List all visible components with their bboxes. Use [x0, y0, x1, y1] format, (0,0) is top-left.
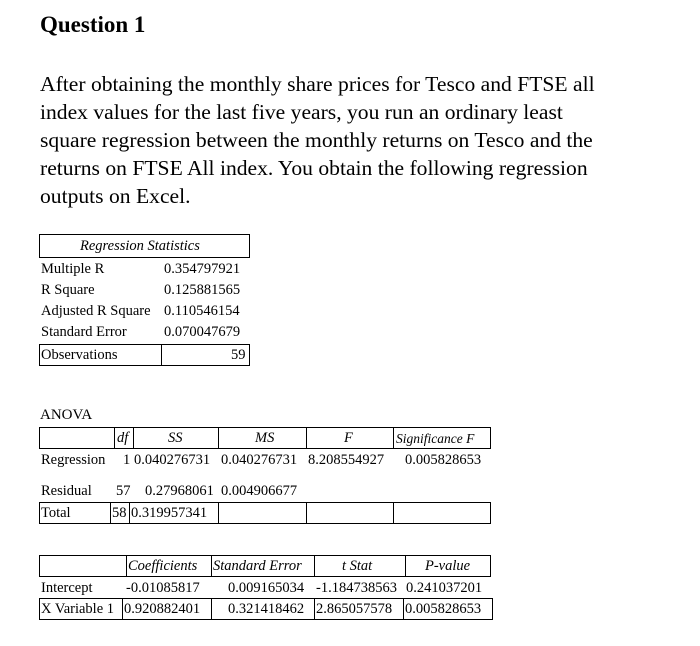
anova-header-significance-f: Significance F	[396, 431, 475, 446]
anova-total-label: Total	[41, 505, 71, 521]
anova-total-divider	[110, 502, 111, 524]
anova-regression-f: 8.208554927	[308, 452, 385, 468]
stat-label-observations: Observations	[41, 347, 118, 363]
coef-x-variable-t-stat: 2.865057578	[316, 601, 393, 617]
coef-intercept-t-stat: -1.184738563	[316, 580, 397, 596]
stat-value-standard-error: 0.070047679	[164, 324, 241, 340]
paragraph-line: index values for the last five years, you run an ordinary least	[40, 100, 563, 124]
question-heading: Question 1	[40, 12, 146, 37]
anova-total-row-box	[39, 502, 491, 524]
anova-title: ANOVA	[40, 407, 93, 423]
anova-regression-label: Regression	[41, 452, 106, 468]
anova-regression-ms: 0.040276731	[221, 452, 298, 468]
coefficients-header-divider	[211, 555, 212, 577]
coef-header-t-stat: t Stat	[342, 558, 373, 574]
stat-value-observations: 59	[231, 347, 246, 363]
coef-header-coefficients: Coefficients	[128, 558, 198, 574]
question-paragraph	[40, 70, 680, 210]
anova-total-divider	[129, 502, 130, 524]
anova-header-divider	[133, 427, 134, 449]
coef-x-variable-standard-error: 0.321418462	[228, 601, 305, 617]
anova-header-divider	[306, 427, 307, 449]
anova-total-divider	[218, 502, 219, 524]
coef-header-standard-error: Standard Error	[213, 558, 302, 574]
anova-residual-ss: 0.27968061	[145, 483, 214, 499]
coefficients-header-divider	[126, 555, 127, 577]
stat-value-r-square: 0.125881565	[164, 282, 241, 298]
anova-total-ss: 0.319957341	[131, 505, 208, 521]
anova-header-divider	[114, 427, 115, 449]
anova-total-divider	[306, 502, 307, 524]
anova-residual-label: Residual	[41, 483, 92, 499]
stat-label-multiple-r: Multiple R	[41, 261, 105, 277]
coef-x-variable-p-value: 0.005828653	[405, 601, 482, 617]
coef-x-variable-divider	[211, 598, 212, 620]
paragraph-line: After obtaining the monthly share prices for Tesco and FTSE all	[40, 72, 595, 96]
coef-x-variable-divider	[122, 598, 123, 620]
coef-x-variable-label: X Variable 1	[41, 601, 115, 617]
anova-total-df: 58	[112, 505, 127, 521]
anova-header-divider	[393, 427, 394, 449]
anova-residual-df: 57	[116, 483, 131, 499]
coef-intercept-coefficient: -0.01085817	[126, 580, 200, 596]
stat-value-adjusted-r-square: 0.110546154	[164, 303, 240, 319]
coef-x-variable-divider	[314, 598, 315, 620]
anova-residual-ms: 0.004906677	[221, 483, 298, 499]
anova-regression-df: 1	[123, 452, 131, 468]
coef-x-variable-divider	[403, 598, 404, 620]
anova-regression-ss: 0.040276731	[134, 452, 211, 468]
anova-header-df: df	[117, 430, 129, 446]
paragraph-line: outputs on Excel.	[40, 184, 191, 208]
stat-label-adjusted-r-square: Adjusted R Square	[41, 303, 151, 319]
observations-divider	[161, 344, 162, 366]
anova-total-divider	[393, 502, 394, 524]
stat-value-multiple-r: 0.354797921	[164, 261, 241, 277]
stat-label-standard-error: Standard Error	[41, 324, 127, 340]
anova-header-f: F	[344, 430, 353, 446]
anova-regression-significance: 0.005828653	[405, 452, 482, 468]
coef-intercept-label: Intercept	[41, 580, 93, 596]
paragraph-line: returns on FTSE All index. You obtain the following regression	[40, 156, 588, 180]
coef-intercept-p-value: 0.241037201	[406, 580, 483, 596]
anova-header-divider	[218, 427, 219, 449]
stat-label-r-square: R Square	[41, 282, 95, 298]
anova-header-ss: SS	[168, 430, 183, 446]
coef-x-variable-coefficient: 0.920882401	[124, 601, 201, 617]
paragraph-line: square regression between the monthly returns on Tesco and the	[40, 128, 593, 152]
anova-header-ms: MS	[255, 430, 275, 446]
regression-statistics-title: Regression Statistics	[80, 238, 200, 254]
coefficients-header-divider	[314, 555, 315, 577]
coef-intercept-standard-error: 0.009165034	[228, 580, 305, 596]
coefficients-header-divider	[405, 555, 406, 577]
coef-header-p-value: P-value	[425, 558, 471, 574]
